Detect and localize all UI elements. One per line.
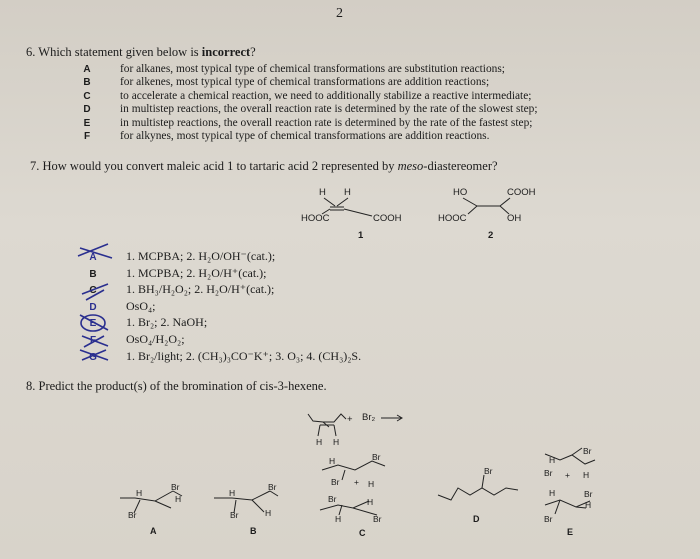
product-a-br-top: Br [171,482,180,492]
tartaric-oh: OH [507,213,522,224]
q7-option-text: 1. MCPBA; 2. H₂O/OH⁻(cat.); [126,249,276,263]
q6-option-letter: E [83,117,91,129]
product-a-label: A [150,526,157,536]
product-e-h-mid: H [583,470,590,480]
product-c-label: C [359,528,366,538]
q7-option-text: 1. Br₂/light; 2. (CH₃)₃CO⁻K⁺; 3. O₃; 4. (CH₃)₂S. [126,348,362,363]
q6-option-letter: F [83,131,91,142]
q7-option-text: 1. MCPBA; 2. H₂O/H⁺(cat.); [126,265,267,280]
q6-option-text: to accelerate a chemical reaction, we need to additionally stabilize a reactive intermediate; [120,89,532,102]
q7-option-letter: G [89,351,97,363]
q6-option-letter: B [83,77,91,89]
q7-option-letter: B [89,268,97,280]
product-b-label: B [250,526,257,536]
tartaric-acid-skeleton [463,198,510,214]
product-c-br-lower: Br [328,494,337,504]
page-number: 2 [336,6,343,21]
q7-option-text: OsO₄/H₂O₂; [126,332,185,346]
product-c-h-bottom: H [335,514,342,524]
product-e-br-top: Br [583,446,592,456]
product-e-plus: + [565,470,570,480]
product-a-skeleton [120,491,182,513]
maleic-hooc: HOOC [301,213,330,224]
reagent-br2: Br₂ [362,412,376,423]
cis-3-hexene [308,414,346,436]
product-d-skeleton [438,475,518,500]
product-b-br-bottom: Br [230,510,239,520]
product-d-label: D [473,514,480,524]
maleic-number: 1 [358,230,364,241]
product-b-h-2: H [265,508,272,518]
product-e-h-bottom: H [585,500,592,510]
q6-option-text: for alkanes, most typical type of chemical transformations are substitution reactions; [120,63,505,75]
product-b-skeleton [214,491,278,513]
q8-stem: 8. Predict the product(s) of the bromination of cis-3-hexene. [26,379,327,393]
maleic-cooh: COOH [373,213,402,224]
q6-stem: 6. Which statement given below is incorrect? [26,45,256,59]
product-c-plus: + [354,477,359,487]
q7-option-text: OsO₄; [126,298,156,313]
reaction-plus: + [347,414,353,425]
product-c-h-lower: H [367,497,374,507]
maleic-h-left: H [319,187,326,198]
product-c-br-mid: Br [331,477,340,487]
tartaric-hooc: HOOC [438,213,467,224]
q6-option-text: in multistep reactions, the overall reaction rate is determined by the rate of the slowest step; [120,103,538,116]
reactant-h-1: H [316,437,323,447]
maleic-acid-skeleton [322,198,372,216]
q7-option-letter: E [89,318,97,330]
tartaric-cooh: COOH [507,187,536,198]
q6-option-text: for alkenes, most typical type of chemical transformations are addition reactions; [120,76,490,89]
q7-option-letter: F [89,335,97,346]
product-b-h: H [229,488,236,498]
product-e-h-top: H [549,455,556,465]
product-b-br-top: Br [268,482,277,492]
q6-option-letter: D [83,104,91,116]
product-d-br: Br [484,466,493,476]
q7-option-text: 1. BH₃/H₂O₂; 2. H₂O/H⁺(cat.); [126,282,275,297]
product-a-h-2: H [175,494,182,504]
product-c-h-mid: H [368,479,375,489]
q7-option-letter: D [89,301,97,313]
product-e-br-mid: Br [544,468,553,478]
product-a-h: H [136,488,143,498]
reaction-arrow [381,415,402,421]
q7-option-letter: A [89,252,97,263]
product-e-skeleton [545,448,595,514]
product-a-br-bottom: Br [128,510,137,520]
q7-stem: 7. How would you convert maleic acid 1 to tartaric acid 2 represented by meso-diastereomer? [30,159,498,173]
product-c-br-bottom: Br [373,514,382,524]
pen-marks [78,244,112,360]
product-e-label: E [567,527,574,537]
product-e-h-lower: H [549,488,556,498]
product-c-skeleton [320,461,385,515]
product-c-h-top: H [329,456,336,466]
product-c-br-top: Br [372,452,381,462]
tartaric-number: 2 [488,230,494,241]
reactant-h-2: H [333,437,340,447]
q6-option-text: in multistep reactions, the overall reaction rate is determined by the rate of the fastest step; [120,116,533,129]
q7-option-text: 1. Br₂; 2. NaOH; [126,315,208,330]
tartaric-ho: HO [453,187,468,198]
product-e-br-lower: Br [584,489,593,499]
product-e-br-bottom: Br [544,514,553,524]
maleic-h-right: H [344,187,351,198]
q6-option-letter: A [83,64,91,75]
q7-option-letter: C [89,285,97,297]
q6-option-text: for alkynes, most typical type of chemical transformations are addition reactions. [120,130,490,142]
q6-option-letter: C [83,90,91,102]
